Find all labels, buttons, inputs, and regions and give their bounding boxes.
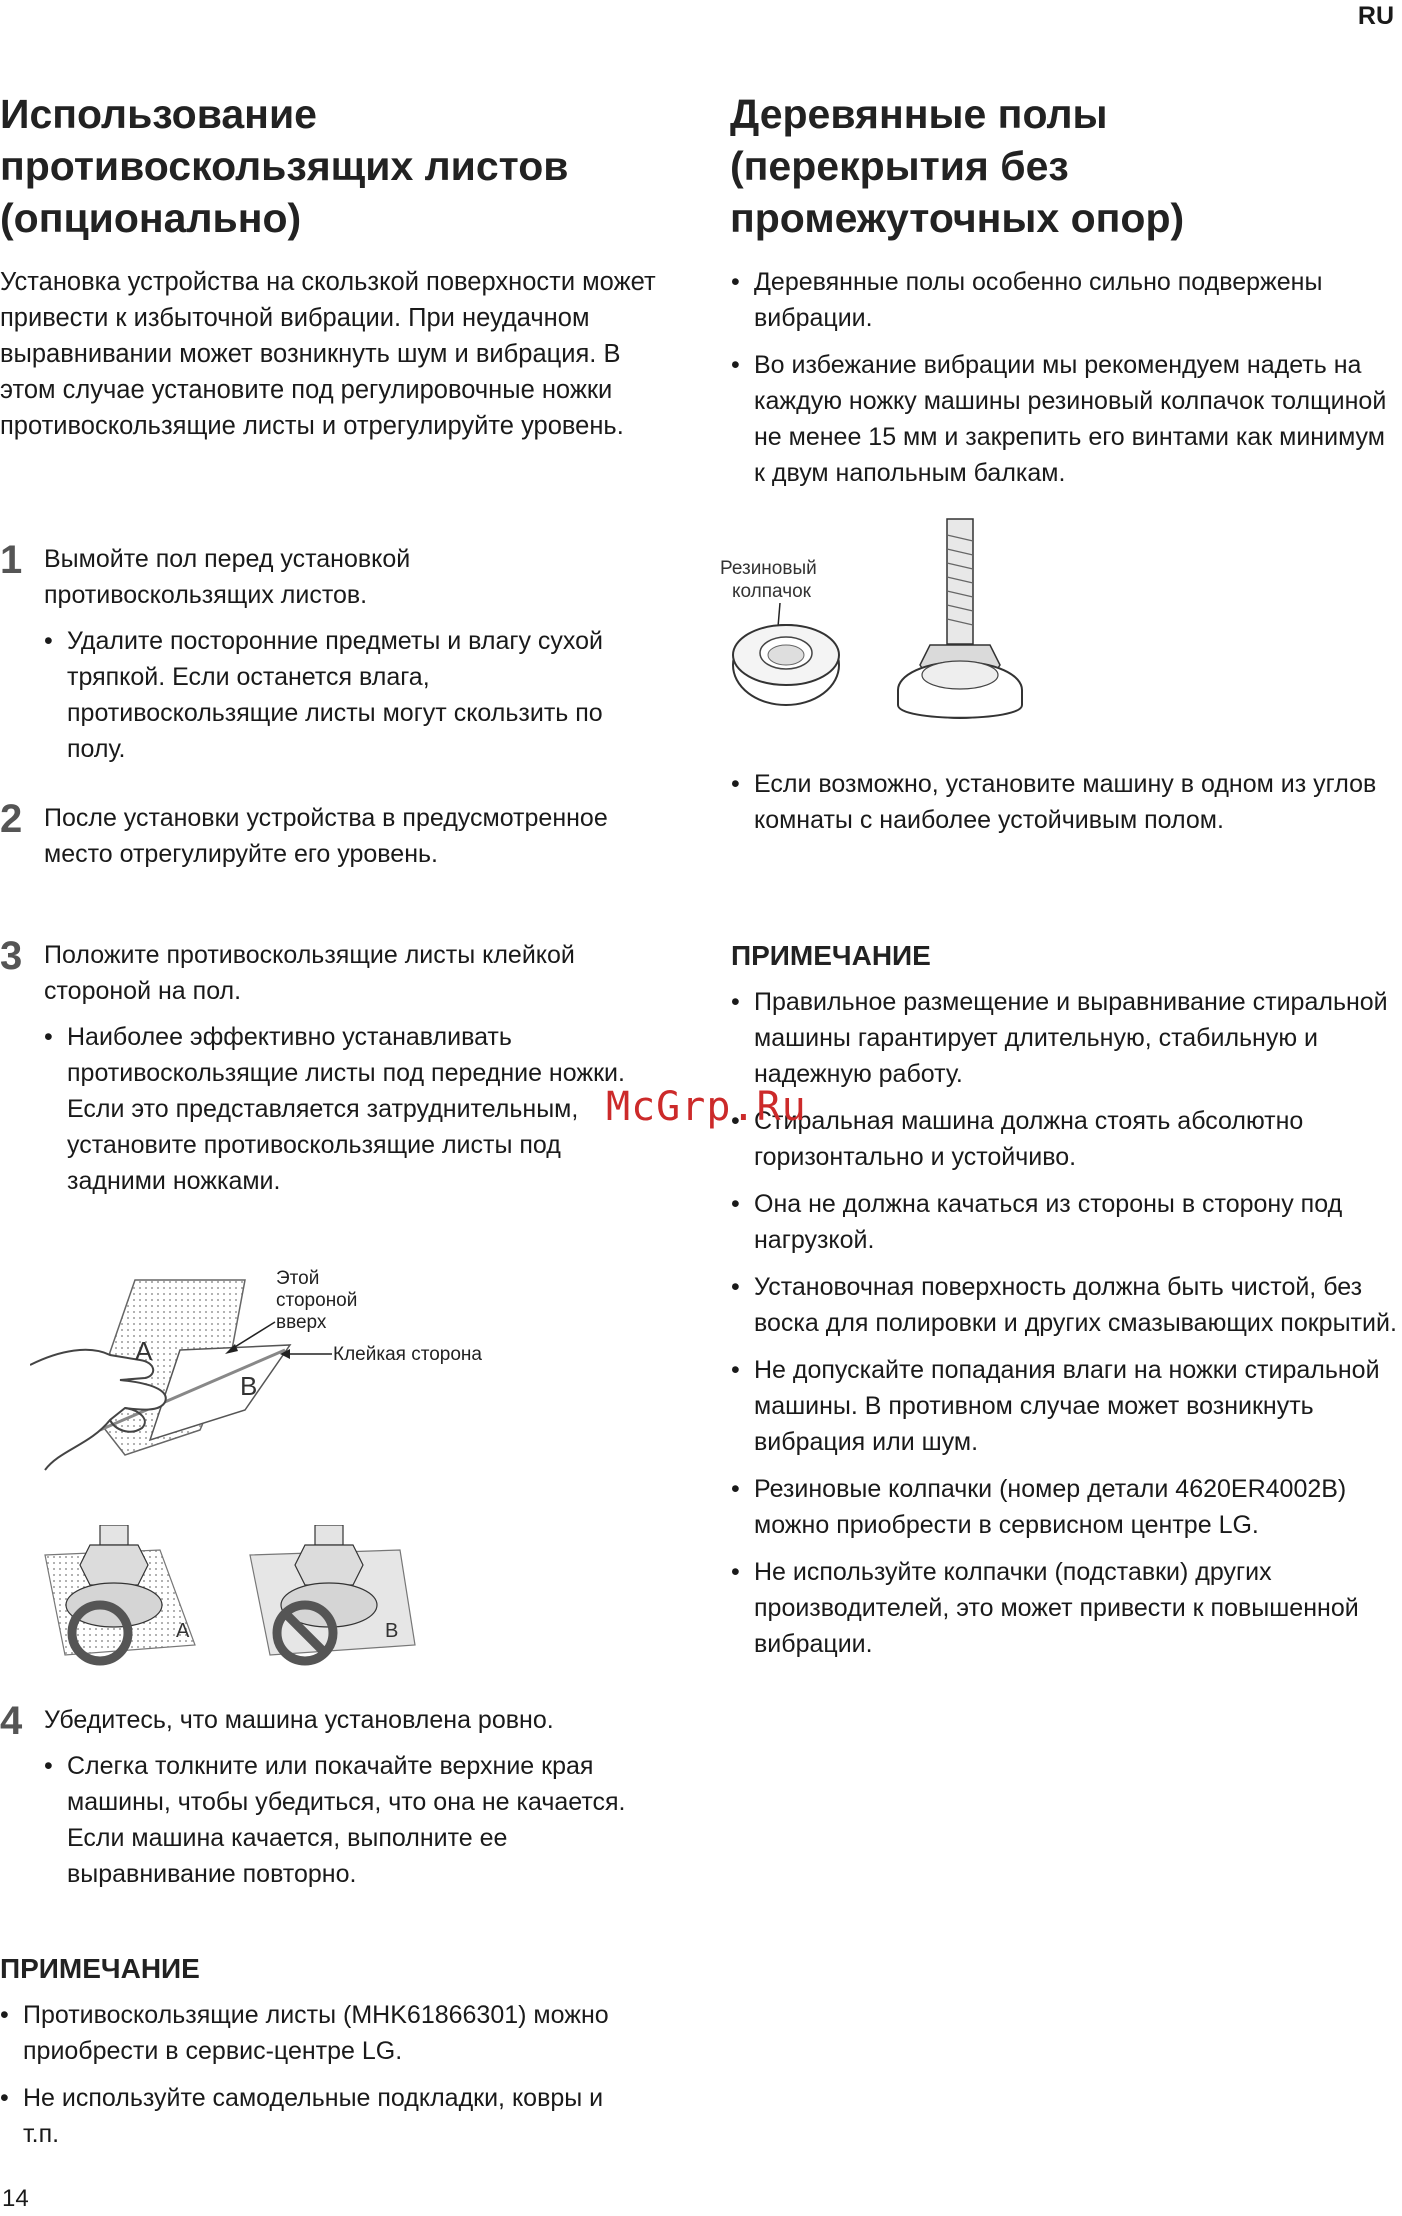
step-bullet — [44, 623, 644, 767]
rubber-cap-icon — [733, 625, 839, 705]
foot-correct — [45, 1525, 195, 1661]
language-code: RU — [1357, 2, 1394, 30]
left-intro: Установка устройства на скользкой поверхности может привести к избыточной вибрации. При неудачном выравнивании может возникнуть шум и вибрация. В этом случае установите под регулировочные ножки противоскользящие листы и отрегулируйте уровень. — [0, 268, 656, 440]
foot-nut-a — [80, 1545, 148, 1585]
right-bullet-after — [731, 766, 1399, 838]
step-bullet — [44, 1019, 644, 1199]
step-number: 1 — [0, 538, 23, 582]
step-number: 2 — [0, 797, 23, 841]
cap-callout-line — [778, 603, 780, 627]
note-item: • Противоскользящие листы (MHK61866301) можно приобрести в сервис-центре LG. — [0, 1997, 610, 2069]
foot-nut-b — [295, 1545, 363, 1585]
right-bullet: • Если возможно, установите машину в одном из углов комнаты с наиболее устойчивым полом. — [731, 766, 1399, 838]
step-text: После установки устройства в предусмотренное место отрегулируйте его уровень. — [44, 804, 608, 868]
left-title-line-2: противоскользящих листов — [0, 143, 569, 189]
note-item: • Резиновые колпачки (номер детали 4620ER4002B) можно приобрести в сервисном центре LG. — [731, 1471, 1399, 1543]
callout-up-line-2: стороной — [276, 1290, 358, 1311]
note-item: • Не используйте самодельные подкладки, ковры и т.п. — [0, 2080, 610, 2152]
step-number: 3 — [0, 934, 23, 978]
anti-slip-sheet-illustration — [30, 1250, 550, 1480]
note-item: • Правильное размещение и выравнивание стиральной машины гарантирует длительную, стабильную и надежную работу. — [731, 984, 1399, 1092]
step-number: 4 — [0, 1699, 23, 1743]
foot-bolt-a — [100, 1525, 128, 1545]
step-text: Убедитесь, что машина установлена ровно. — [44, 1706, 554, 1734]
left-title-line-1: Использование — [0, 91, 317, 137]
foot-label-a: A — [176, 1620, 190, 1642]
right-bullets — [731, 264, 1399, 491]
page-number: 14 — [2, 2185, 29, 2212]
note-item: • Она не должна качаться из стороны в сторону под нагрузкой. — [731, 1186, 1399, 1258]
right-title-line-2: (перекрытия без — [730, 143, 1069, 189]
left-title — [0, 88, 660, 244]
note-item: • Не используйте колпачки (подставки) других производителей, это может привести к повышенной вибрации. — [731, 1554, 1399, 1662]
note-item: • Установочная поверхность должна быть чистой, без воска для полировки и других смазывающих покрытий. — [731, 1269, 1399, 1341]
right-bullet: • Во избежание вибрации мы рекомендуем надеть на каждую ножку машины резиновый колпачок толщиной не менее 15 мм и закрепить его винтами как минимум к двум напольным балкам. — [731, 347, 1399, 491]
left-title-line-3: (опционально) — [0, 195, 302, 241]
foot-incorrect — [250, 1525, 415, 1661]
step-bullet — [44, 1748, 644, 1892]
washer-foot-icon — [898, 519, 1022, 718]
right-title-line-3: промежуточных опор) — [730, 195, 1185, 241]
rubber-cap-illustration — [720, 515, 1040, 725]
note-heading: ПРИМЕЧАНИЕ — [731, 940, 931, 971]
cap-label-line-1: Резиновый — [720, 558, 817, 579]
note-item: • Не допускайте попадания влаги на ножки стиральной машины. В противном случае может возникнуть вибрация или шум. — [731, 1352, 1399, 1460]
label-b: B — [240, 1371, 258, 1401]
cap-label-line-2: колпачок — [732, 581, 811, 602]
watermark: McGrp.Ru — [606, 1084, 807, 1130]
callout-up-line-3: вверх — [276, 1312, 327, 1333]
left-note — [0, 1953, 610, 2152]
step-text: Положите противоскользящие листы клейкой стороной на пол. — [44, 941, 575, 1005]
right-note — [731, 940, 1399, 1662]
note-item: • Стиральная машина должна стоять абсолютно горизонтально и устойчиво. — [731, 1103, 1399, 1175]
foot-bolt-b — [315, 1525, 343, 1545]
label-a: A — [135, 1336, 153, 1366]
bullet-text: • Наиболее эффективно устанавливать противоскользящие листы под передние ножки. Если это представляется затруднительным, установите противоскользящие листы под задними ножками. — [44, 1019, 644, 1199]
right-bullet: • Деревянные полы особенно сильно подвержены вибрации. — [731, 264, 1399, 336]
note-heading: ПРИМЕЧАНИЕ — [0, 1953, 200, 1984]
bullet-text: • Удалите посторонние предметы и влагу сухой тряпкой. Если останется влага, противоскользящие листы могут скользить по полу. — [44, 623, 644, 767]
step-text: Вымойте пол перед установкой противоскользящих листов. — [44, 545, 411, 609]
foot-label-b: B — [385, 1620, 399, 1642]
callout-up-line-1: Этой — [276, 1268, 320, 1289]
bullet-text: • Слегка толкните или покачайте верхние края машины, чтобы убедиться, что она не качается. Если машина качается, выполните ее выравнивание повторно. — [44, 1748, 644, 1892]
feet-placement-illustration — [40, 1525, 440, 1675]
right-title-line-1: Деревянные полы — [730, 91, 1108, 137]
callout-adhesive: Клейкая сторона — [333, 1344, 482, 1365]
right-title — [730, 88, 1400, 244]
hand-icon — [30, 1350, 166, 1470]
